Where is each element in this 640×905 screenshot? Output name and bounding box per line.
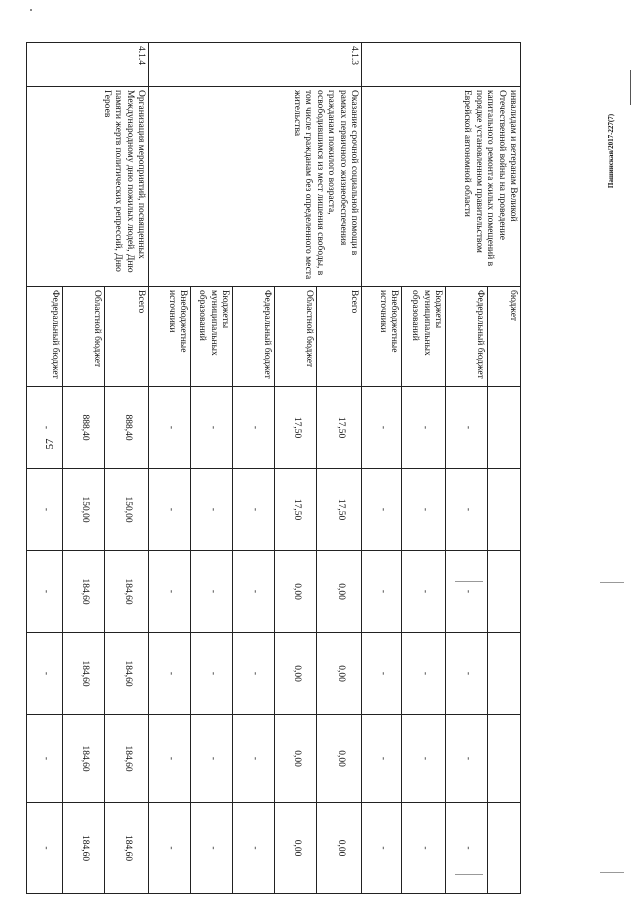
amount-cell: -: [233, 715, 275, 803]
funding-source-cell: Внебюджетные источники: [362, 287, 402, 387]
amount-cell: -: [233, 551, 275, 633]
scan-speck: [30, 9, 32, 11]
amount-cell: -: [362, 551, 402, 633]
funding-source-cell: Федеральный бюджет: [446, 287, 488, 387]
funding-source-cell: Бюджеты муниципальных образований: [191, 287, 233, 387]
funding-source-cell: Всего: [105, 287, 149, 387]
table-row: [488, 43, 521, 894]
page-edge-mark: [630, 70, 631, 105]
item-number-cell: [362, 43, 521, 87]
funding-source-cell: Бюджеты муниципальных образований: [402, 287, 446, 387]
amount-cell: -: [446, 551, 488, 633]
funding-source-cell: Федеральный бюджет: [233, 287, 275, 387]
amount-cell: -: [446, 633, 488, 715]
page-number: 57: [44, 438, 56, 450]
amount-cell: 0,00: [317, 715, 362, 803]
amount-cell: -: [27, 387, 63, 469]
amount-cell: -: [233, 469, 275, 551]
amount-cell: -: [233, 803, 275, 894]
funding-source-cell: Областной бюджет: [63, 287, 105, 387]
amount-cell: [488, 469, 521, 551]
table-row: [105, 43, 149, 894]
amount-cell: 184,60: [63, 715, 105, 803]
item-number-cell: 4.1.3: [149, 43, 362, 87]
amount-cell: 184,60: [105, 633, 149, 715]
measure-name-cell: инвалидам и ветеранам Великой Отечественной войны на проведение капитального ремонта жилых помещений в порядке установленном правительством Еврейской автономной области: [362, 87, 521, 287]
amount-cell: -: [446, 469, 488, 551]
amount-cell: 17,50: [275, 469, 317, 551]
amount-cell: -: [149, 469, 191, 551]
amount-cell: -: [402, 633, 446, 715]
amount-cell: -: [362, 715, 402, 803]
amount-cell: -: [191, 715, 233, 803]
amount-cell: 17,50: [317, 469, 362, 551]
amount-cell: 17,50: [275, 387, 317, 469]
amount-cell: -: [446, 803, 488, 894]
measure-name-cell: Организация мероприятий, посвященных Международному дню пожилых людей, Дню памяти жертв политических репрессий, Дню Героев: [27, 87, 149, 287]
amount-cell: 17,50: [317, 387, 362, 469]
amount-cell: -: [362, 633, 402, 715]
amount-cell: 184,60: [105, 803, 149, 894]
amount-cell: [488, 551, 521, 633]
amount-cell: -: [402, 715, 446, 803]
amount-cell: -: [27, 715, 63, 803]
amount-cell: -: [27, 803, 63, 894]
amount-cell: -: [191, 633, 233, 715]
amount-cell: 150,00: [105, 469, 149, 551]
amount-cell: -: [402, 551, 446, 633]
amount-cell: 184,60: [63, 803, 105, 894]
amount-cell: 888,40: [105, 387, 149, 469]
amount-cell: 0,00: [275, 551, 317, 633]
amount-cell: [488, 803, 521, 894]
amount-cell: [488, 715, 521, 803]
amount-cell: -: [402, 803, 446, 894]
amount-cell: 184,60: [63, 633, 105, 715]
scan-edge-dash: [600, 872, 624, 873]
amount-cell: -: [362, 469, 402, 551]
amount-cell: -: [149, 387, 191, 469]
amount-cell: [488, 633, 521, 715]
funding-source-cell: Внебюджетные источники: [149, 287, 191, 387]
amount-cell: -: [191, 803, 233, 894]
item-number-cell: 4.1.4: [27, 43, 149, 87]
funding-source-cell: Федеральный бюджет: [27, 287, 63, 387]
amount-cell: 0,00: [317, 551, 362, 633]
amount-cell: -: [27, 469, 63, 551]
table-row: [317, 43, 362, 894]
amount-cell: -: [191, 551, 233, 633]
amount-cell: -: [27, 551, 63, 633]
amount-cell: -: [149, 715, 191, 803]
amount-cell: -: [402, 387, 446, 469]
amount-cell: -: [362, 387, 402, 469]
amount-cell: 0,00: [275, 633, 317, 715]
amount-cell: -: [191, 387, 233, 469]
funding-source-cell: Областной бюджет: [275, 287, 317, 387]
budget-table-rotated: [41, 42, 521, 893]
amount-cell: -: [233, 633, 275, 715]
amount-cell: -: [149, 803, 191, 894]
amount-cell: -: [27, 633, 63, 715]
amount-cell: 184,60: [105, 715, 149, 803]
document-stamp-text: Пашинская/2017-227(7): [607, 113, 615, 189]
amount-cell: -: [446, 715, 488, 803]
amount-cell: 150,00: [63, 469, 105, 551]
amount-cell: [488, 387, 521, 469]
funding-source-cell: Всего: [317, 287, 362, 387]
amount-cell: -: [149, 633, 191, 715]
amount-cell: 0,00: [275, 715, 317, 803]
amount-cell: 0,00: [275, 803, 317, 894]
amount-cell: -: [233, 387, 275, 469]
amount-cell: 184,60: [63, 551, 105, 633]
amount-cell: -: [362, 803, 402, 894]
scan-edge-dash: [600, 582, 624, 583]
amount-cell: 0,00: [317, 633, 362, 715]
amount-cell: 184,60: [105, 551, 149, 633]
budget-table: [26, 42, 521, 894]
amount-cell: 888,40: [63, 387, 105, 469]
funding-source-cell: бюджет: [488, 287, 521, 387]
amount-cell: -: [191, 469, 233, 551]
amount-cell: 0,00: [317, 803, 362, 894]
amount-cell: -: [402, 469, 446, 551]
amount-cell: -: [446, 387, 488, 469]
amount-cell: -: [149, 551, 191, 633]
document-stamp: [605, 106, 617, 196]
measure-name-cell: Оказание срочной социальной помощи в рамках первичного жизнеобеспечения гражданам пожилого возраста, освободившимся из мест лишения свободы, в том числе гражданам без определенного места жительства: [149, 87, 362, 287]
